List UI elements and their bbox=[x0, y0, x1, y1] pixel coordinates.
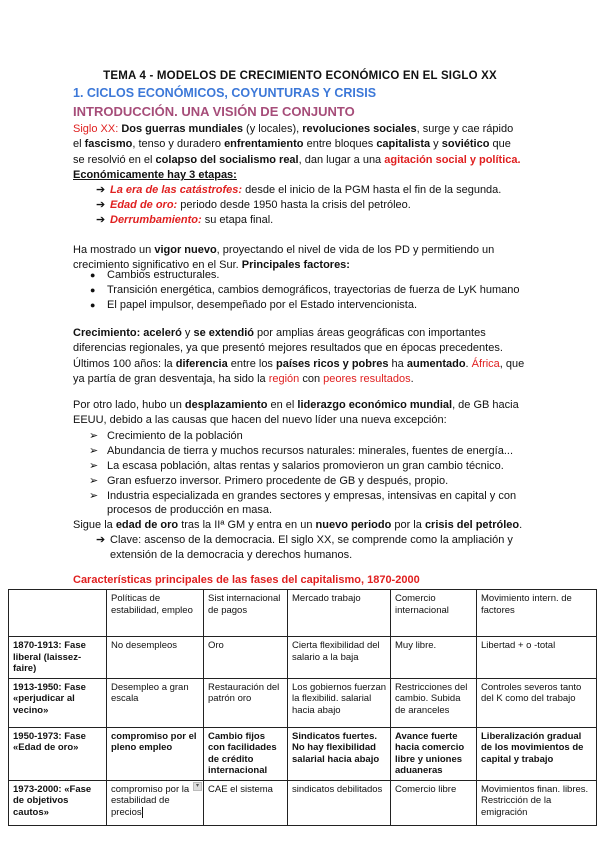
table-caption: Características principales de las fases del capitalismo, 1870-2000 bbox=[73, 574, 420, 586]
table-cell[interactable]: Comercio libre bbox=[391, 780, 477, 825]
table-cell[interactable]: Cambio fijos con facilidades de crédito internacional bbox=[204, 727, 288, 780]
text: , de GB hacia bbox=[452, 399, 519, 411]
table-cell[interactable]: Movimientos finan. libres. Restricción de la emigración bbox=[477, 780, 597, 825]
text: en el bbox=[267, 399, 298, 411]
phases-table bbox=[8, 589, 597, 826]
table-cell-active[interactable] bbox=[107, 780, 204, 825]
text-bold: vigor nuevo bbox=[154, 244, 217, 256]
text-bold: fascismo bbox=[84, 138, 133, 151]
list-item: Cambios estructurales. bbox=[107, 269, 220, 281]
table-row bbox=[9, 780, 597, 825]
text: y bbox=[430, 138, 442, 151]
cell-dropdown-icon[interactable]: ▾ bbox=[193, 782, 202, 791]
list-item: El papel impulsor, desempeñado por el Estado intervencionista. bbox=[107, 299, 418, 311]
text: , surge y cae rápido bbox=[416, 123, 514, 135]
text: . bbox=[465, 357, 472, 370]
table-cell[interactable]: Restricciones del cambio. Subida de aranceles bbox=[391, 678, 477, 727]
text-bold: Principales factores: bbox=[241, 259, 350, 272]
table-cell[interactable]: Cierta flexibilidad del salario a la baja bbox=[288, 637, 391, 679]
table-header-cell: Mercado trabajo bbox=[288, 590, 391, 637]
text: que bbox=[489, 138, 511, 151]
text-bold: diferencia bbox=[175, 357, 228, 370]
text-red: región bbox=[268, 373, 300, 386]
arrow-icon: ➔ bbox=[96, 214, 106, 226]
text-bold: revoluciones sociales bbox=[302, 123, 417, 135]
etapas-label: Económicamente hay 3 etapas: bbox=[73, 169, 237, 182]
text: por la bbox=[391, 519, 425, 531]
text: entre bloques bbox=[303, 138, 377, 151]
list-item: Industria especializada en grandes sectores y empresas, intensivas en capital y con bbox=[107, 490, 517, 502]
chevron-icon: ➢ bbox=[89, 430, 99, 442]
text-bold: capitalista bbox=[376, 138, 431, 151]
table-cell[interactable]: Desempleo a gran escala bbox=[107, 678, 204, 727]
text: , que bbox=[499, 357, 525, 370]
list-item: Abundancia de tierra y muchos recursos naturales: minerales, fuentes de energía... bbox=[107, 445, 514, 457]
text: Últimos 100 años: la bbox=[73, 357, 176, 370]
text-bold: desplazamiento bbox=[184, 399, 268, 411]
etapa-name: La era de las catástrofes: bbox=[110, 184, 243, 196]
text-red-bold: agitación social y política. bbox=[384, 153, 521, 166]
text: tras la IIª GM y entra en un bbox=[178, 519, 316, 531]
etapa-text: su etapa final. bbox=[201, 214, 274, 226]
table-header-cell bbox=[9, 590, 107, 637]
paragraph-edad-oro bbox=[73, 518, 543, 533]
text-bold: Crecimiento: aceleró bbox=[73, 327, 182, 339]
table-cell[interactable]: Sindicatos fuertes. No hay flexibilidad salarial hacia abajo bbox=[288, 727, 391, 780]
table-cell[interactable]: sindicatos debilitados bbox=[288, 780, 391, 825]
text-bold: Dos guerras mundiales bbox=[121, 123, 243, 135]
text: diferencias regionales, ya que presentó mejores resultados que en épocas precedentes. bbox=[73, 342, 503, 355]
chevron-icon: ➢ bbox=[89, 460, 99, 472]
table-cell[interactable]: CAE el sistema bbox=[204, 780, 288, 825]
table-cell[interactable]: Muy libre. bbox=[391, 637, 477, 679]
text: . bbox=[519, 519, 523, 531]
table-header-cell: Comercio internacional bbox=[391, 590, 477, 637]
cell-text: compromiso por la estabilidad de precios bbox=[111, 783, 190, 818]
chevron-icon: ➢ bbox=[89, 445, 99, 457]
text: por amplias áreas geográficas con importantes bbox=[253, 327, 486, 339]
text: Ha mostrado un bbox=[73, 244, 155, 256]
text-bold: se extendió bbox=[193, 327, 254, 339]
paragraph-crecimiento bbox=[73, 326, 543, 388]
table-header-row bbox=[9, 590, 597, 637]
text-red: África bbox=[471, 357, 500, 370]
text: el bbox=[73, 138, 85, 151]
text: (y locales), bbox=[242, 123, 303, 135]
text-red: peores resultados bbox=[323, 373, 411, 386]
etapa-name: Edad de oro: bbox=[110, 199, 178, 211]
text: extensión de la democracia y derechos humanos. bbox=[110, 549, 353, 561]
table-cell[interactable]: Controles severos tanto del K como del trabajo bbox=[477, 678, 597, 727]
intro-paragraph bbox=[73, 122, 543, 184]
arrow-icon: ➔ bbox=[96, 184, 106, 196]
table-cell[interactable]: No desempleos bbox=[107, 637, 204, 679]
text-bold: liderazgo económico mundial bbox=[297, 399, 453, 411]
table-cell-phase[interactable]: 1913-1950: Fase «perjudicar al vecino» bbox=[9, 678, 107, 727]
table-cell[interactable]: Avance fuerte hacia comercio libre y uniones aduaneras bbox=[391, 727, 477, 780]
table-cell[interactable]: Restauración del patrón oro bbox=[204, 678, 288, 727]
table-header-cell: Movimiento intern. de factores bbox=[477, 590, 597, 637]
bullet-icon: ● bbox=[90, 285, 96, 295]
table-row bbox=[9, 678, 597, 727]
table-cell[interactable]: Libertad + o -total bbox=[477, 637, 597, 679]
text: ya partía de gran desventaja, ha sido la bbox=[73, 373, 269, 386]
table-row bbox=[9, 727, 597, 780]
text: se resolvió en el bbox=[73, 153, 156, 166]
etapa-text: periodo desde 1950 hasta la crisis del petróleo. bbox=[177, 199, 411, 211]
text-cursor bbox=[142, 807, 143, 818]
table-cell-phase[interactable]: 1950-1973: Fase «Edad de oro» bbox=[9, 727, 107, 780]
table-header-cell: Sist internacional de pagos bbox=[204, 590, 288, 637]
chevron-icon: ➢ bbox=[89, 490, 99, 502]
table-header-cell: Políticas de estabilidad, empleo bbox=[107, 590, 204, 637]
chevron-icon: ➢ bbox=[89, 475, 99, 487]
text: entre los bbox=[227, 357, 276, 370]
etapa-text: desde el inicio de la PGM hasta el fin de la segunda. bbox=[242, 184, 502, 196]
section-heading: 1. CICLOS ECONÓMICOS, COYUNTURAS Y CRISIS bbox=[73, 86, 377, 100]
arrow-icon: ➔ bbox=[96, 199, 106, 211]
table-cell[interactable]: Liberalización gradual de los movimientos de capital y trabajo bbox=[477, 727, 597, 780]
text: ha bbox=[388, 357, 407, 370]
paragraph-desplazamiento bbox=[73, 398, 543, 429]
text: Por otro lado, hubo un bbox=[73, 399, 185, 411]
text-bold: aumentado bbox=[406, 357, 466, 370]
text: EEUU, debido a las causas que hacen del nuevo líder una nueva excepción: bbox=[73, 414, 447, 427]
subsection-heading: INTRODUCCIÓN. UNA VISIÓN DE CONJUNTO bbox=[73, 104, 355, 119]
list-item bbox=[110, 183, 560, 198]
text: , proyectando el nivel de vida de los PD y permitiendo un bbox=[216, 244, 495, 256]
page-title: TEMA 4 - MODELOS DE CRECIMIENTO ECONÓMICO EN EL SIGLO XX bbox=[103, 70, 497, 82]
text: y bbox=[181, 327, 194, 339]
list-item: Crecimiento de la población bbox=[107, 430, 243, 442]
text: . bbox=[410, 373, 414, 386]
text: con bbox=[299, 373, 324, 386]
table-cell[interactable]: Los gobiernos fuerzan la flexibilid. salarial hacia abajo bbox=[288, 678, 391, 727]
siglo-label: Siglo XX: bbox=[73, 123, 119, 135]
text-bold: países ricos y pobres bbox=[276, 357, 389, 370]
list-item: Gran esfuerzo inversor. Primero procedente de GB y después, propio. bbox=[107, 475, 449, 487]
bullet-icon: ● bbox=[90, 270, 96, 280]
list-item: Transición energética, cambios demográficos, trayectorias de fuerza de LyK humano bbox=[107, 284, 520, 296]
list-item bbox=[110, 533, 550, 563]
text: , dan lugar a una bbox=[298, 153, 385, 166]
text: Sigue la bbox=[73, 519, 116, 531]
table-cell-phase[interactable]: 1973-2000: «Fase de objetivos cautos» bbox=[9, 780, 107, 825]
list-item-continuation: procesos de producción en masa. bbox=[107, 504, 273, 516]
text-bold: edad de oro bbox=[115, 519, 179, 531]
text: crecimiento significativo en el Sur. bbox=[73, 259, 242, 272]
text-bold: enfrentamiento bbox=[224, 138, 304, 151]
text-bold: nuevo periodo bbox=[315, 519, 392, 531]
arrow-icon: ➔ bbox=[96, 534, 106, 546]
etapa-name: Derrumbamiento: bbox=[110, 214, 202, 226]
bullet-icon: ● bbox=[90, 300, 96, 310]
list-item bbox=[110, 198, 560, 213]
text-bold: crisis del petróleo bbox=[424, 519, 520, 531]
text: , tenso y duradero bbox=[132, 138, 225, 151]
list-item: La escasa población, altas rentas y salarios promovieron un gran cambio técnico. bbox=[107, 460, 504, 472]
table-cell[interactable]: Oro bbox=[204, 637, 288, 679]
table-row bbox=[9, 637, 597, 679]
table-cell[interactable]: compromiso por el pleno empleo bbox=[107, 727, 204, 780]
text-bold: soviético bbox=[441, 138, 490, 151]
table-cell-phase[interactable]: 1870-1913: Fase liberal (laissez-faire) bbox=[9, 637, 107, 679]
text-bold: colapso del socialismo real bbox=[155, 153, 299, 166]
list-item bbox=[110, 213, 560, 228]
text: Clave: ascenso de la democracia. El siglo XX, se comprende como la ampliación y bbox=[110, 534, 513, 546]
